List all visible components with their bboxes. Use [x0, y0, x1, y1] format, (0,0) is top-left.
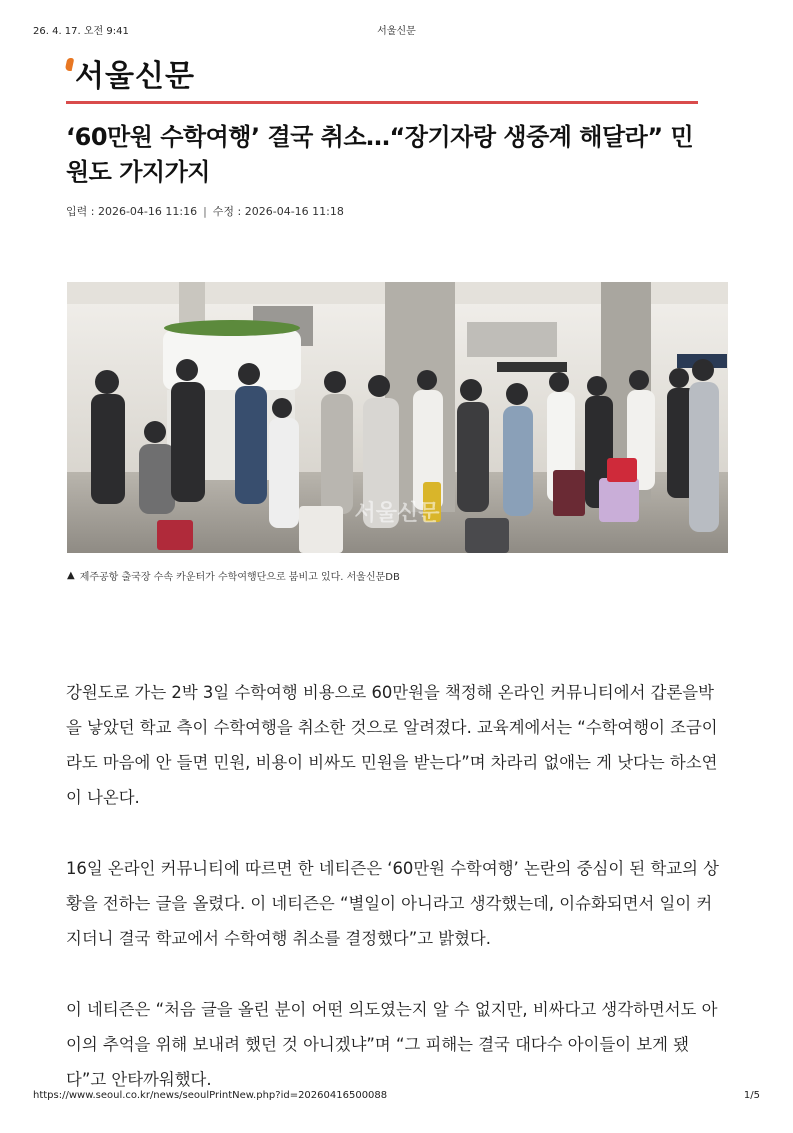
photo-watermark: 서울신문 — [354, 501, 440, 526]
article-body — [66, 675, 728, 1133]
print-date: 26. 4. 17. 오전 9:41 — [33, 26, 129, 37]
print-header — [33, 22, 760, 36]
site-logo[interactable] — [66, 56, 195, 96]
airport-crowd-photo — [67, 282, 728, 553]
page-number: 1/5 — [743, 1090, 760, 1101]
print-title: 서울신문 — [377, 26, 416, 37]
published-time: 입력 : 2026-04-16 11:16 — [66, 205, 198, 218]
article-photo — [67, 282, 728, 553]
logo-mark-icon — [65, 58, 75, 71]
caption-triangle-icon: ▲ — [67, 570, 75, 581]
caption-text: 제주공항 출국장 수속 카운터가 수학여행단으로 붐비고 있다. 서울신문DB — [79, 572, 400, 583]
article-meta — [66, 203, 344, 219]
photo-caption — [67, 568, 400, 583]
modified-time: 수정 : 2026-04-16 11:18 — [212, 205, 344, 218]
print-url[interactable]: https://www.seoul.co.kr/news/seoulPrintNew.php?id=20260416500088 — [33, 1090, 388, 1101]
print-footer — [33, 1090, 760, 1104]
logo-divider — [66, 101, 698, 104]
paragraph-1: 강원도로 가는 2박 3일 수학여행 비용으로 60만원을 책정해 온라인 커뮤니티에서 갑론을박을 낳았던 학교 측이 수학여행을 취소한 것으로 알려졌다. 교육계에서는 “수학여행이 조금이라도 마음에 안 들면 민원, 비용이 비싸도 민원을 받는다”며 차라리 없애는 게 낫다는 하소연이 나온다. — [66, 683, 718, 807]
meta-separator: | — [203, 204, 207, 218]
article-headline: ‘60만원 수학여행’ 결국 취소…“장기자랑 생중계 해달라” 민원도 가지가지 — [66, 123, 694, 186]
paragraph-3: 이 네티즌은 “처음 글을 올린 분이 어떤 의도였는지 알 수 없지만, 비싸다고 생각하면서도 아이의 추억을 위해 보내려 했던 것 아니겠냐”며 “그 피해는 결국 대다수 아이들이 보게 됐다”고 안타까워했다. — [66, 1000, 718, 1089]
logo-text: 서울신문 — [75, 59, 195, 94]
paragraph-2: 16일 온라인 커뮤니티에 따르면 한 네티즌은 ‘60만원 수학여행’ 논란의 중심이 된 학교의 상황을 전하는 글을 올렸다. 이 네티즌은 “별일이 아니라고 생각했는데, 이슈화되면서 일이 커지더니 결국 학교에서 수학여행 취소를 결정했다”고 밝혔다. — [66, 859, 719, 948]
